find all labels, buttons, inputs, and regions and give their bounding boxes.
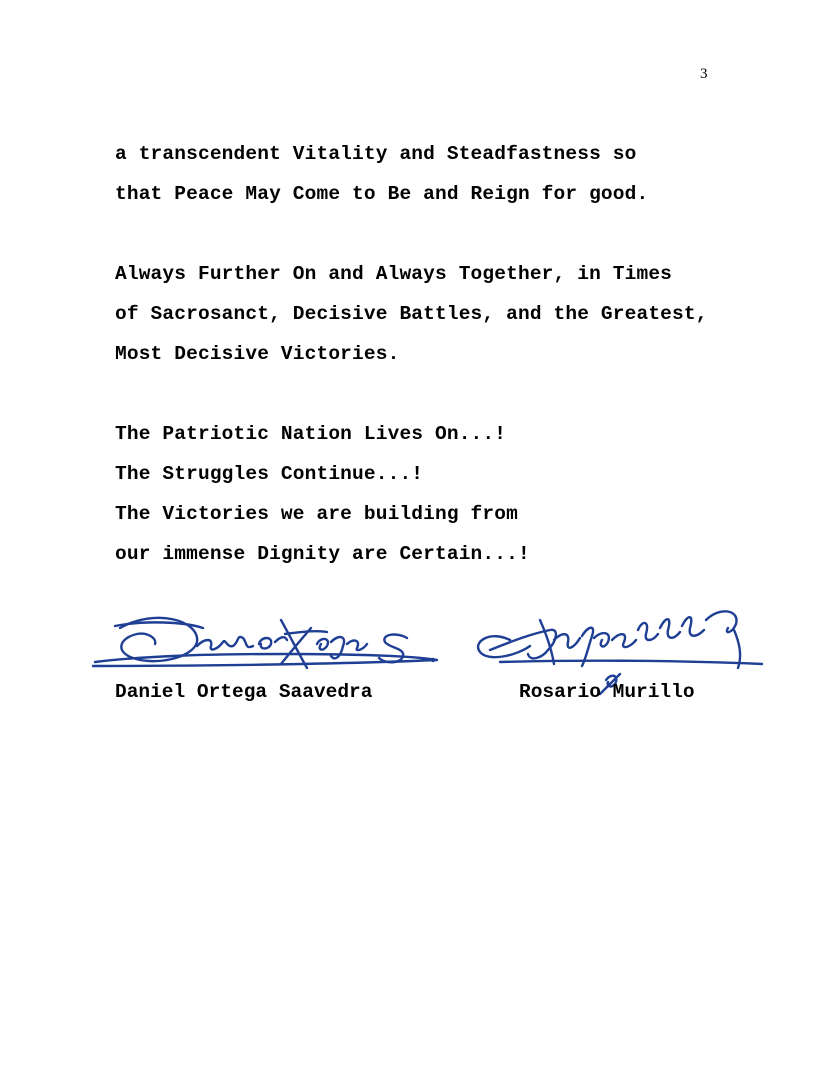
body-paragraph	[115, 414, 530, 574]
text-line: The Patriotic Nation Lives On...!	[115, 423, 507, 445]
signature-murillo	[470, 590, 770, 690]
text-line: our immense Dignity are Certain...!	[115, 543, 530, 565]
text-line: The Victories we are building from	[115, 503, 518, 525]
page-number: 3	[700, 66, 708, 82]
text-line: that Peace May Come to Be and Reign for good.	[115, 183, 649, 205]
body-paragraph	[115, 134, 648, 214]
text-line: of Sacrosanct, Decisive Battles, and the Greatest,	[115, 303, 708, 325]
text-line: The Struggles Continue...!	[115, 463, 424, 485]
text-line: a transcendent Vitality and Steadfastness so	[115, 143, 637, 165]
signer-name-murillo: Rosario Murillo	[519, 681, 695, 703]
signer-name-ortega: Daniel Ortega Saavedra	[115, 681, 373, 703]
text-line: Most Decisive Victories.	[115, 343, 400, 365]
body-paragraph	[115, 254, 708, 374]
signature-ortega	[85, 598, 445, 678]
text-line: Always Further On and Always Together, in Times	[115, 263, 673, 285]
